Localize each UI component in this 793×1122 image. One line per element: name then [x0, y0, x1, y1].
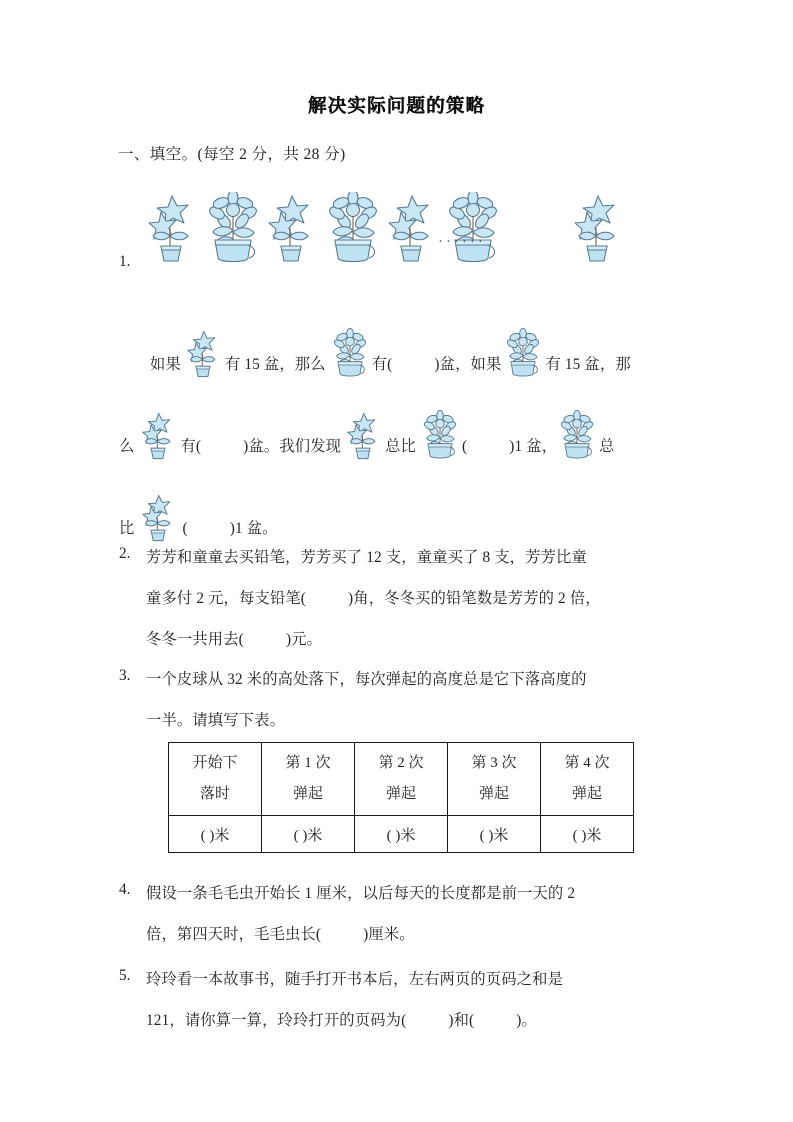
q1-text-b: 有 15 盆，那么 — [224, 356, 326, 373]
question-4-label: 4. — [119, 881, 131, 898]
question-3-label: 3. — [119, 667, 131, 684]
header-line-1: 第 1 次 — [285, 755, 331, 771]
table-data-row — [169, 816, 634, 853]
q5-text-line2-c: )。 — [516, 1012, 537, 1029]
q1-text-e: 有 15 盆，那 — [545, 356, 631, 373]
q1-text-a: 如果 — [150, 356, 181, 373]
q1-text-line2-b: 有( — [180, 438, 202, 455]
table-header-cell — [448, 743, 541, 816]
question-4-line-1: 假设一条毛毛虫开始长 1 厘米，以后每天的长度都是前一天的 2 — [146, 885, 576, 902]
header-line-2: 落时 — [199, 786, 230, 802]
question-1-line-1 — [150, 328, 631, 374]
table-header-cell — [262, 743, 355, 816]
star-flower-pot-icon — [574, 192, 620, 262]
question-3-line-1: 一个皮球从 32 米的高处落下，每次弹起的高度总是它下落高度的 — [146, 671, 587, 688]
q1-text-line3-b: ( — [182, 520, 188, 537]
q5-text-line2-a: 121，请你算一算，玲玲打开的页码为( — [146, 1012, 407, 1029]
q2-text-line3-a: 冬冬一共用去( — [146, 631, 244, 648]
q1-text-line2-f: )1 盆， — [509, 438, 558, 455]
header-line-1: 开始下 — [192, 755, 238, 771]
table-answer-cell[interactable]: ( )米 — [262, 816, 355, 853]
header-line-1: 第 4 次 — [564, 755, 610, 771]
daisy-flower-pot-icon — [505, 328, 541, 378]
header-line-2: 弹起 — [571, 786, 602, 802]
table-answer-cell[interactable]: ( )米 — [448, 816, 541, 853]
daisy-flower-pot-icon — [206, 192, 260, 262]
daisy-flower-pot-icon — [446, 192, 500, 262]
star-flower-pot-icon — [268, 192, 314, 262]
table-header-cell — [541, 743, 634, 816]
q2-text-line2-b: )角，冬冬买的铅笔数是芳芳的 2 倍， — [348, 590, 601, 607]
header-line-1: 第 2 次 — [378, 755, 424, 771]
q1-text-line2-c: )盆。我们发现 — [243, 438, 342, 455]
q5-text-line2-b: )和( — [448, 1012, 475, 1029]
question-2-label: 2. — [119, 545, 131, 562]
q2-text-line3-b: )元。 — [285, 631, 323, 648]
q4-text-line2-b: )厘米。 — [363, 926, 415, 943]
star-flower-pot-icon — [142, 492, 174, 542]
header-line-1: 第 3 次 — [471, 755, 517, 771]
question-1-line-2 — [119, 410, 615, 456]
question-5-line-1: 玲玲看一本故事书，随手打开书本后，左右两页的页码之和是 — [146, 971, 564, 988]
q1-text-d: )盆，如果 — [434, 356, 502, 373]
page-title: 解决实际问题的策略 — [307, 96, 486, 117]
question-5-line-2 — [146, 1008, 537, 1030]
star-flower-pot-icon — [187, 328, 219, 378]
q1-text-line2-d: 总比 — [385, 438, 416, 455]
q1-text-line2-g: 总 — [599, 438, 615, 455]
daisy-flower-pot-icon — [422, 410, 458, 460]
table-answer-cell[interactable]: ( )米 — [541, 816, 634, 853]
q1-text-line3-a: 比 — [119, 520, 135, 537]
pattern-ellipsis: ······ — [438, 234, 486, 250]
question-1-pattern-row — [148, 192, 620, 262]
question-2-line-2 — [146, 586, 601, 608]
q2-text-line2-a: 童多付 2 元，每支铅笔( — [146, 590, 307, 607]
star-flower-pot-icon — [148, 192, 194, 262]
table-header-cell — [169, 743, 262, 816]
q1-text-line2-e: ( — [462, 438, 468, 455]
question-2-line-3 — [146, 627, 322, 649]
header-line-2: 弹起 — [292, 786, 323, 802]
daisy-flower-pot-icon — [332, 328, 368, 378]
q4-text-line2-a: 倍，第四天时，毛毛虫长( — [146, 926, 322, 943]
table-answer-cell[interactable]: ( )米 — [169, 816, 262, 853]
q1-text-line3-c: )1 盆。 — [229, 520, 278, 537]
star-flower-pot-icon — [347, 410, 379, 460]
table-header-row — [169, 743, 634, 816]
header-line-2: 弹起 — [478, 786, 509, 802]
q1-text-line2-a: 么 — [119, 438, 135, 455]
question-1-line-3 — [119, 492, 278, 538]
section-heading-fill-in-blanks: 一、填空。(每空 2 分，共 28 分) — [118, 146, 346, 163]
table-answer-cell[interactable]: ( )米 — [355, 816, 448, 853]
question-4-line-2 — [146, 922, 415, 944]
q1-text-c: 有( — [371, 356, 393, 373]
star-flower-pot-icon — [388, 192, 434, 262]
question-1-label: 1. — [119, 253, 131, 270]
table-header-cell — [355, 743, 448, 816]
daisy-flower-pot-icon — [326, 192, 380, 262]
star-flower-pot-icon — [142, 410, 174, 460]
question-2-line-1: 芳芳和童童去买铅笔，芳芳买了 12 支，童童买了 8 支，芳芳比童 — [146, 549, 587, 566]
question-5-label: 5. — [119, 967, 131, 984]
question-3-line-2: 一半。请填写下表。 — [146, 712, 286, 729]
header-line-2: 弹起 — [385, 786, 416, 802]
daisy-flower-pot-icon — [559, 410, 595, 460]
bounce-height-table — [168, 742, 634, 853]
